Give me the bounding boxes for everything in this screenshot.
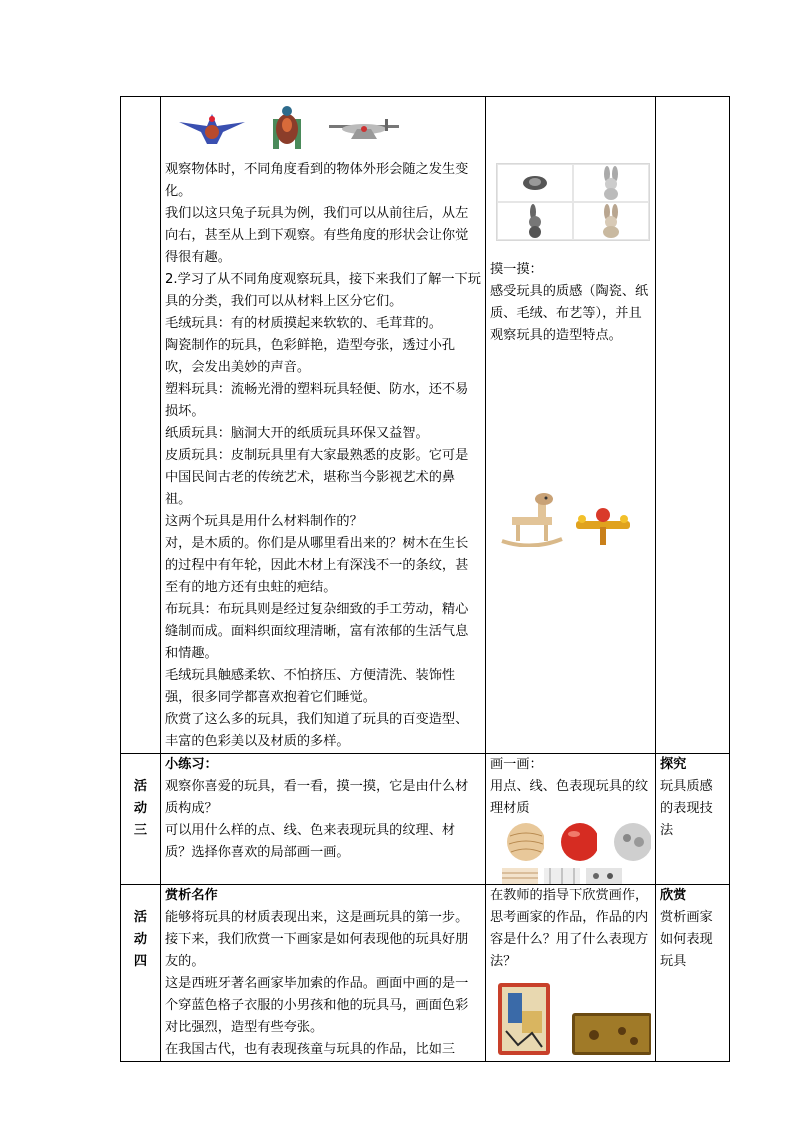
toy-images-row — [165, 97, 481, 159]
fur-sketch-image — [586, 868, 622, 884]
lesson-plan-table — [120, 96, 730, 1062]
explore-title: 探究 — [660, 757, 687, 772]
practice-title: 小练习： — [165, 757, 218, 772]
paragraph: 这是西班牙著名画家毕加索的作品。画面中画的是一个穿蓝色格子衣服的小男孩和他的玩具马，画面色彩对比强烈，造型有些夸张。 — [165, 976, 469, 1035]
appreciation-title: 赏析名作 — [165, 888, 218, 903]
row2-activity-cell — [486, 754, 656, 885]
row2-goal-cell — [656, 754, 730, 885]
paragraph: 塑料玩具：流畅光滑的塑料玩具轻便、防水，还不易损坏。 — [165, 382, 469, 419]
paragraph: 可以用什么样的点、线、色来表现玩具的纹理、材质？选择你喜欢的局部画一画。 — [165, 823, 456, 860]
wooden-toys-images — [498, 487, 651, 547]
texture-circles — [506, 822, 651, 862]
paragraph: 观察你喜爱的玩具，看一看，摸一摸，它是由什么材质构成？ — [165, 779, 469, 816]
row1-activity-text: 感受玩具的质感（陶瓷、纸质、毛绒、布艺等），并且观察玩具的造型特点。 — [490, 284, 649, 343]
paragraph: 2.学习了从不同角度观察玩具，接下来我们了解一下玩具的分类，我们可以从材料上区分它们。 — [165, 272, 481, 309]
wood-texture-image — [506, 822, 544, 862]
appreciation-text: 在教师的指导下欣赏画作，思考画家的作品，作品的内容是什么？用了什么表现方法？ — [490, 888, 649, 969]
wooden-seesaw-toy-image — [572, 503, 634, 547]
paragraph: 毛绒玩具：有的材质摸起来软软的、毛茸茸的。 — [165, 316, 442, 331]
row2-content-cell — [161, 754, 486, 885]
ceramic-sketch-image — [544, 868, 580, 884]
rabbit-view-side — [497, 202, 573, 240]
ceramic-texture-image — [560, 822, 598, 862]
fur-texture-image — [613, 822, 651, 862]
table-row — [121, 754, 730, 885]
row3-activity-cell — [486, 885, 656, 1062]
draw-title: 画一画： — [490, 757, 543, 772]
paragraph: 纸质玩具：脑洞大开的纸质玩具环保又益智。 — [165, 426, 429, 441]
draw-text: 用点、线、色表现玩具的纹理材质 — [490, 779, 649, 816]
rabbit-view-back — [573, 202, 649, 240]
activity-three-label: 活 动 三 — [121, 754, 161, 885]
activity-four-label: 活 动 四 — [121, 885, 161, 1062]
picasso-painting-image — [498, 983, 550, 1055]
row3-goal-cell — [656, 885, 730, 1062]
table-row — [121, 885, 730, 1062]
paragraph: 皮质玩具：皮制玩具里有大家最熟悉的皮影。它可是中国民间古老的传统艺术，堪称当今影视艺术的鼻祖。 — [165, 448, 469, 507]
toy-dragon-figure-image — [267, 103, 307, 153]
paragraph: 陶瓷制作的玩具，色彩鲜艳，造型夸张，透过小孔吹，会发出美妙的声音。 — [165, 338, 456, 375]
row3-content-cell — [161, 885, 486, 1062]
paragraph: 布玩具：布玩具则是经过复杂细致的手工劳动，精心缝制而成。面料织面纹理清晰，富有浓郁的生活气息和情趣。 — [165, 602, 469, 661]
table-row — [121, 97, 730, 754]
paragraph: 毛绒玩具触感柔软、不怕挤压、方便清洗、装饰性强，很多同学都喜欢抱着它们睡觉。 — [165, 668, 456, 705]
rabbit-view-top — [497, 164, 573, 202]
toy-warrior-figure-image — [177, 108, 247, 148]
chinese-painting-image — [572, 1013, 651, 1055]
rabbit-views-gallery — [496, 163, 650, 241]
wooden-rocking-horse-image — [498, 491, 566, 547]
paragraph: 对，是木质的。你们是从哪里看出来的？树木在生长的过程中有年轮，因此木材上有深浅不一的条纹，甚至有的地方还有虫蛀的疤结。 — [165, 536, 469, 595]
row1-activity-title: 摸一摸： — [490, 262, 543, 277]
paintings-row — [498, 981, 651, 1055]
paragraph: 我们以这只兔子玩具为例，我们可以从前往后，从左向右，甚至从上到下观察。有些角度的形状会让你觉得很有趣。 — [165, 206, 469, 265]
row1-goal-cell — [656, 97, 730, 754]
appreciate-title: 欣赏 — [660, 888, 687, 903]
paragraph: 欣赏了这么多的玩具，我们知道了玩具的百变造型、丰富的色彩美以及材质的多样。 — [165, 712, 469, 749]
row1-activity-cell — [486, 97, 656, 754]
row1-content-cell — [161, 97, 486, 754]
appreciate-text: 赏析画家如何表现玩具 — [660, 910, 713, 969]
explore-text: 玩具质感的表现技法 — [660, 779, 713, 838]
wood-sketch-image — [502, 868, 538, 884]
paragraph: 观察物体时，不同角度看到的物体外形会随之发生变化。 — [165, 162, 469, 199]
row1-paragraphs — [165, 159, 481, 753]
row1-label-cell — [121, 97, 161, 754]
paragraph: 在我国古代，也有表现孩童与玩具的作品，比如三 — [165, 1042, 456, 1057]
toy-airplane-image — [327, 113, 401, 143]
rabbit-view-front — [573, 164, 649, 202]
paragraph: 能够将玩具的材质表现出来，这是画玩具的第一步。接下来，我们欣赏一下画家是如何表现他的玩具好朋友的。 — [165, 910, 469, 969]
paragraph: 这两个玩具是用什么材料制作的？ — [165, 514, 363, 529]
texture-sketches — [502, 868, 651, 884]
